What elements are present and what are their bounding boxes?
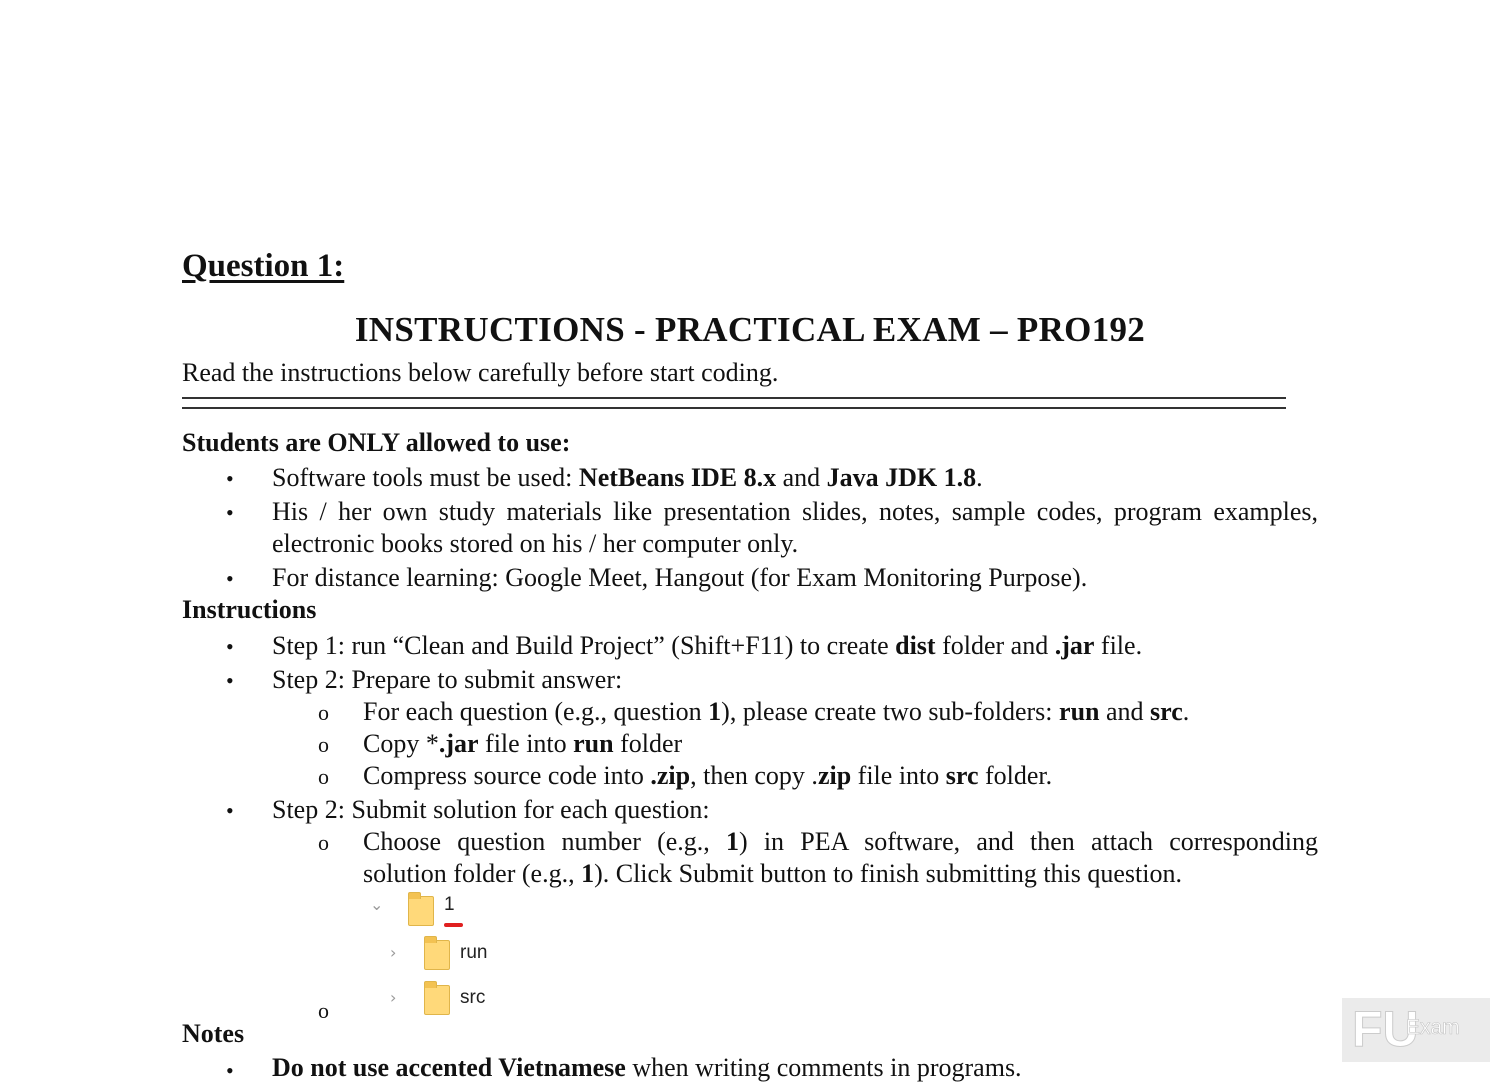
double-separator (182, 397, 1286, 409)
sub-step-choose-line2: solution folder (e.g., 1). Click Submit button to finish submitting this question. (363, 859, 1182, 888)
allowed-heading: Students are ONLY allowed to use: (182, 428, 571, 457)
bullet: • (226, 798, 234, 823)
bullet: • (226, 500, 234, 525)
folder-icon (408, 896, 434, 926)
sub-bullet: o (318, 998, 329, 1023)
document-title: INSTRUCTIONS - PRACTICAL EXAM – PRO192 (354, 310, 1146, 349)
step-1: Step 1: run “Clean and Build Project” (Shift+F11) to create dist folder and .jar file. (272, 631, 1143, 660)
watermark-exam: Exam (1406, 1016, 1460, 1039)
folder-tree-image (360, 888, 580, 1018)
step-2-prepare: Step 2: Prepare to submit answer: (272, 665, 623, 694)
notes-heading: Notes (182, 1019, 245, 1048)
sub-step-copy-jar: Copy *.jar file into run folder (363, 729, 683, 758)
folder-label-root: 1 (444, 894, 455, 915)
folder-label-run: run (460, 942, 488, 963)
bullet: • (226, 634, 234, 659)
allowed-item-materials-line2: electronic books stored on his / her computer only. (272, 529, 799, 558)
sub-bullet: o (318, 732, 329, 757)
chevron-right-icon: › (390, 988, 397, 1007)
sub-step-create-folders: For each question (e.g., question 1), please create two sub-folders: run and src. (363, 697, 1190, 726)
bullet: • (226, 1058, 234, 1083)
watermark-fu: FU (1352, 1001, 1419, 1057)
allowed-item-distance: For distance learning: Google Meet, Hangout (for Exam Monitoring Purpose). (272, 563, 1088, 592)
chevron-right-icon: › (390, 943, 397, 962)
question-title: Question 1: (182, 248, 345, 284)
watermark-logo (1342, 998, 1490, 1062)
bullet: • (226, 668, 234, 693)
sub-bullet: o (318, 700, 329, 725)
folder-label-src: src (460, 987, 486, 1008)
instructions-heading: Instructions (182, 595, 317, 624)
bullet: • (226, 566, 234, 591)
notes-item-accent: Do not use accented Vietnamese when writing comments in programs. (272, 1053, 1022, 1082)
folder-icon (424, 940, 450, 970)
sub-step-compress: Compress source code into .zip, then copy .zip file into src folder. (363, 761, 1053, 790)
step-2-submit: Step 2: Submit solution for each question: (272, 795, 710, 824)
intro-text: Read the instructions below carefully before start coding. (182, 358, 779, 387)
sub-step-choose-line1: Choose question number (e.g., 1) in PEA software, and then attach corresponding (363, 827, 1318, 856)
allowed-item-materials-line1: His / her own study materials like presentation slides, notes, sample codes, program examples, (272, 497, 1318, 526)
sub-bullet: o (318, 830, 329, 855)
bullet: • (226, 466, 234, 491)
folder-icon (424, 985, 450, 1015)
spellcheck-underline (444, 923, 463, 927)
sub-bullet: o (318, 764, 329, 789)
chevron-down-icon: ⌄ (370, 895, 384, 914)
allowed-item-software: Software tools must be used: NetBeans IDE 8.x and Java JDK 1.8. (272, 463, 983, 492)
